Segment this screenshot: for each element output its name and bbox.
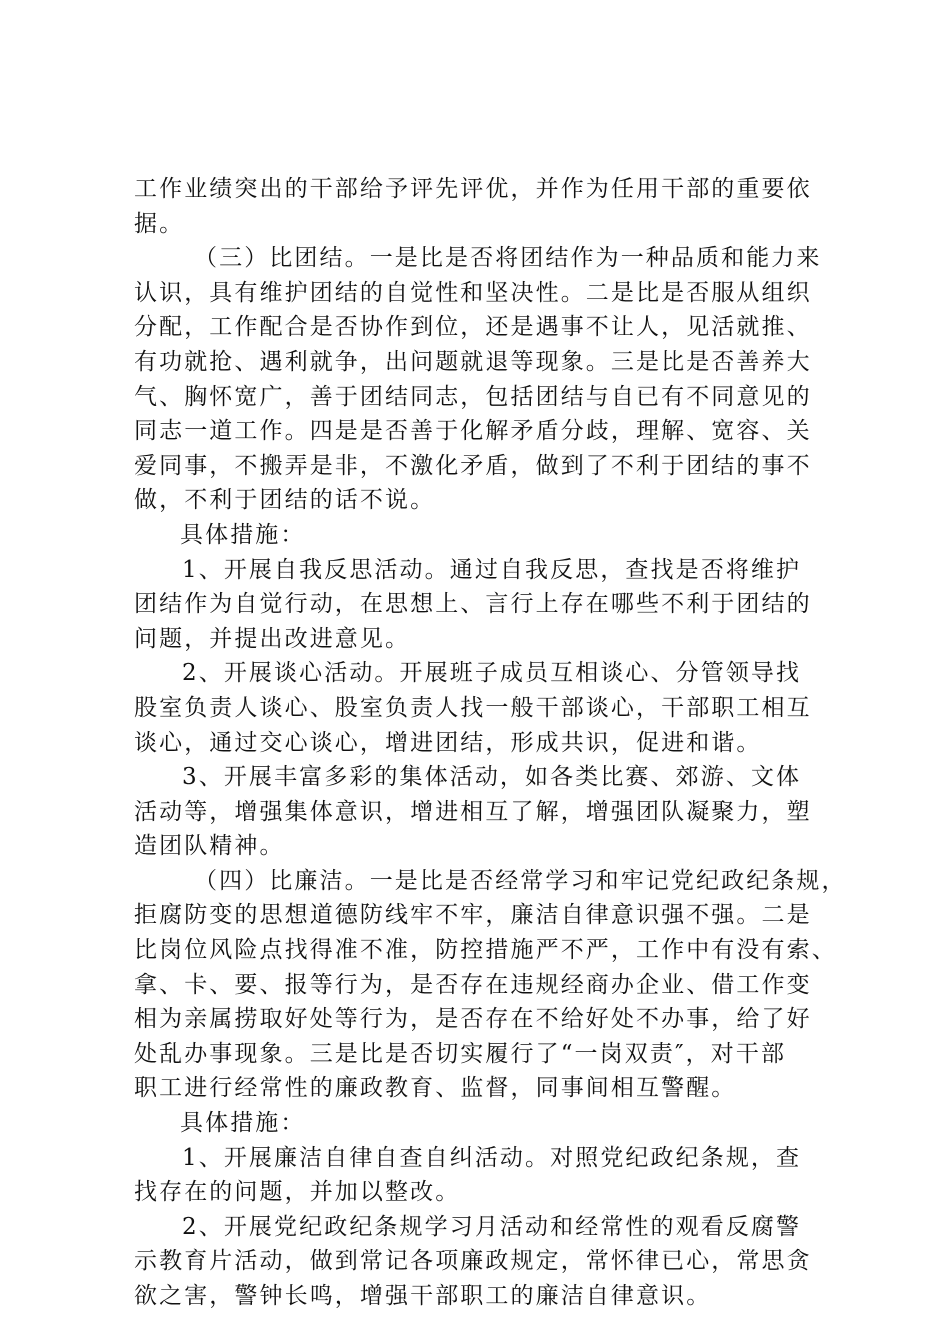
text-line: 比岗位风险点找得准不准，防控措施严不严，工作中有没有索、 [134,937,837,964]
text-line: 相为亲属捞取好处等行为，是否存在不给好处不办事，给了好 [134,1006,812,1033]
text-line: 职工进行经常性的廉政教育、监督，同事间相互警醒。 [134,1075,737,1102]
text-line: 拒腐防变的思想道德防线牢不牢，廉洁自律意识强不强。二是 [134,902,812,929]
text-line: 同志一道工作。四是是否善于化解矛盾分歧，理解、宽容、关 [134,418,812,445]
text-line: 具体措施： [180,521,306,548]
text-line: 3、开展丰富多彩的集体活动，如各类比赛、郊游、文体 [182,764,802,791]
text-line: 具体措施： [180,1110,306,1137]
text-line: 有功就抢、遇利就争，出问题就退等现象。三是比是否善养大 [134,348,812,375]
text-line: 谈心，通过交心谈心，增进团结，形成共识，促进和谐。 [134,729,762,756]
text-line: 爱同事，不搬弄是非，不激化矛盾，做到了不利于团结的事不 [134,452,812,479]
text-line: 气、胸怀宽广，善于团结同志，包括团结与自已有不同意见的 [134,383,812,410]
text-line: 1、开展自我反思活动。通过自我反思，查找是否将维护 [182,556,802,583]
text-line: 团结作为自觉行动，在思想上、言行上存在哪些不利于团结的 [134,591,812,618]
text-line: 2、开展谈心活动。开展班子成员互相谈心、分管领导找 [182,660,802,687]
text-line: 造团队精神。 [134,833,285,860]
text-line: 股室负责人谈心、股室负责人找一般干部谈心，干部职工相互 [134,694,812,721]
document-body [134,172,847,1314]
text-line: 1、开展廉洁自律自查自纠活动。对照党纪政纪条规，查 [182,1144,802,1171]
text-line: （四）比廉洁。一是比是否经常学习和牢记党纪政纪条规， [194,867,847,894]
text-line: 分配，工作配合是否协作到位，还是遇事不让人，见活就推、 [134,314,812,341]
text-line: 欲之害，警钟长鸣，增强干部职工的廉洁自律意识。 [134,1283,712,1309]
text-line: 处乱办事现象。三是比是否切实履行了“一岗双责″，对干部 [134,1040,787,1067]
text-line: 拿、卡、要、报等行为，是否存在违规经商办企业、借工作变 [134,971,812,998]
text-line: 2、开展党纪政纪条规学习月活动和经常性的观看反腐警 [182,1213,802,1240]
text-line: （三）比团结。一是比是否将团结作为一种品质和能力来 [194,245,822,272]
text-line: 示教育片活动，做到常记各项廉政规定，常怀律已心，常思贪 [134,1248,812,1275]
text-line: 活动等，增强集体意识，增进相互了解，增强团队凝聚力，塑 [134,798,812,825]
text-line: 据。 [134,210,185,237]
text-line: 认识，具有维护团结的自觉性和坚决性。二是比是否服从组织 [134,279,812,306]
text-line: 做，不利于团结的话不说。 [134,487,436,514]
text-line: 工作业绩突出的干部给予评先评优，并作为任用干部的重要依 [134,176,812,202]
text-line: 问题，并提出改进意见。 [134,625,411,652]
text-line: 找存在的问题，并加以整改。 [134,1179,461,1206]
